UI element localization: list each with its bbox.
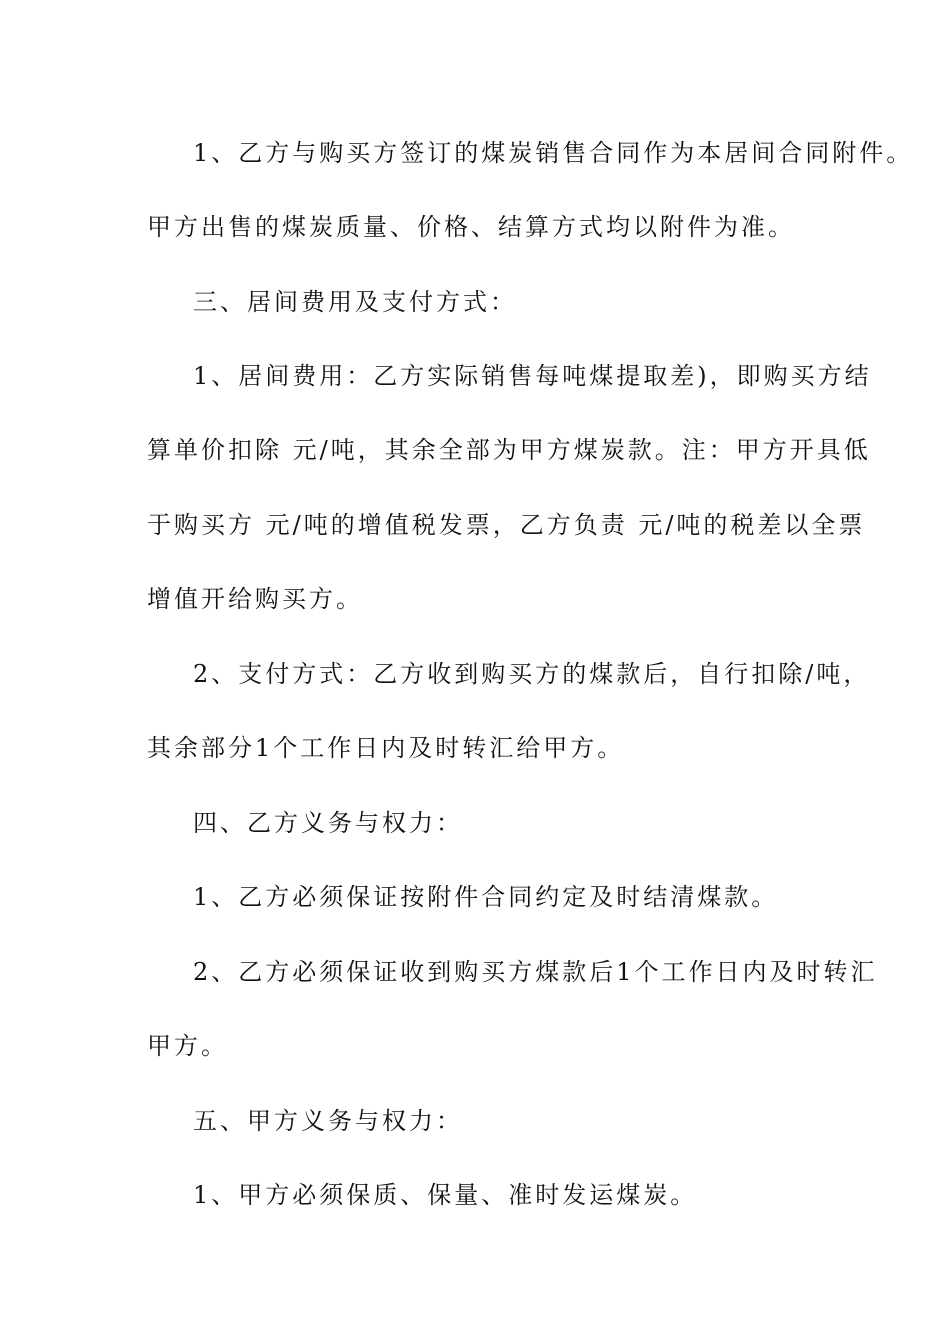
paragraph-line: 于购买方 元/吨的增值税发票，乙方负责 元/吨的税差以全票 — [147, 511, 866, 539]
section-heading: 三、居间费用及支付方式： — [193, 288, 517, 316]
paragraph-line: 2、乙方必须保证收到购买方煤款后1个工作日内及时转汇 — [193, 958, 878, 986]
section-heading: 五、甲方义务与权力： — [193, 1107, 463, 1135]
paragraph-line: 其余部分1个工作日内及时转汇给甲方。 — [147, 734, 625, 762]
paragraph-line: 算单价扣除 元/吨，其余全部为甲方煤炭款。注：甲方开具低 — [147, 436, 871, 464]
paragraph-line: 1、甲方必须保质、保量、准时发运煤炭。 — [193, 1181, 698, 1209]
paragraph-line: 甲方出售的煤炭质量、价格、结算方式均以附件为准。 — [147, 213, 795, 241]
paragraph-line: 1、居间费用：乙方实际销售每吨煤提取差)，即购买方结 — [193, 362, 872, 390]
paragraph-line: 增值开给购买方。 — [147, 585, 363, 613]
paragraph-line: 1、乙方必须保证按附件合同约定及时结清煤款。 — [193, 883, 779, 911]
paragraph-line: 1、乙方与购买方签订的煤炭销售合同作为本居间合同附件。 — [193, 139, 914, 167]
section-heading: 四、乙方义务与权力： — [193, 809, 463, 837]
paragraph-line: 甲方。 — [147, 1032, 228, 1060]
paragraph-line: 2、支付方式：乙方收到购买方的煤款后，自行扣除/吨， — [193, 660, 871, 688]
